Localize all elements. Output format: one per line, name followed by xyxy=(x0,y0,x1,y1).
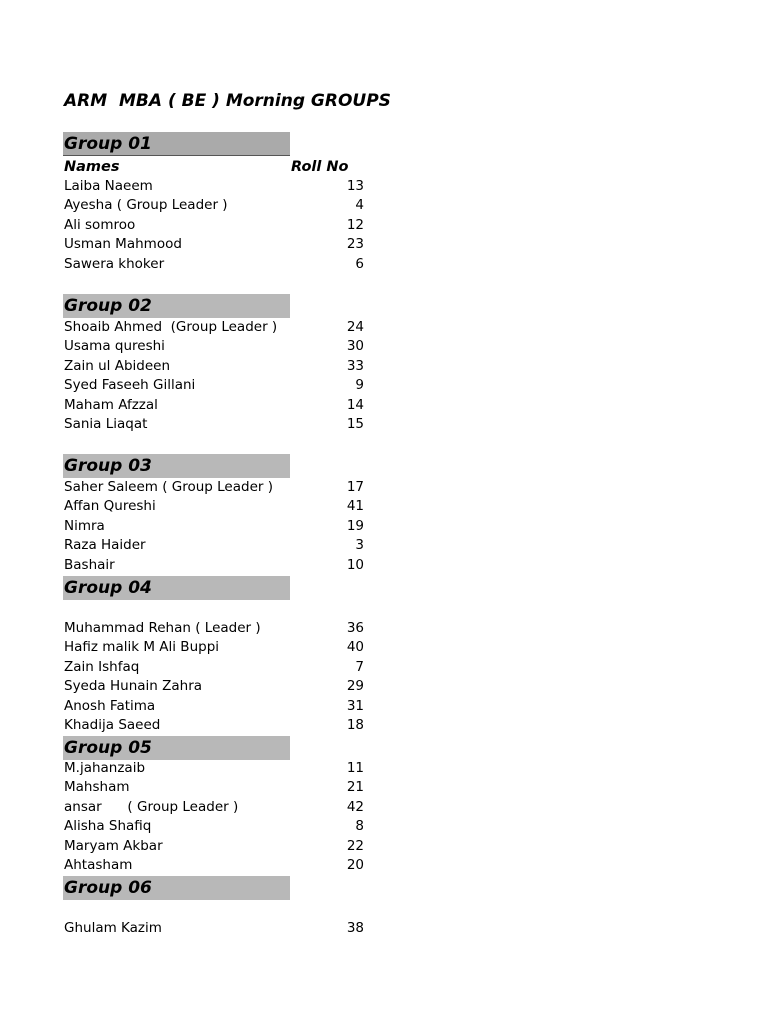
member-name: Affan Qureshi xyxy=(64,498,156,515)
member-name: Raza Haider xyxy=(64,537,146,554)
group-label: Group 03 xyxy=(64,456,152,476)
member-roll-no: 15 xyxy=(346,416,364,432)
member-name: Shoaib Ahmed (Group Leader ) xyxy=(64,319,278,335)
member-roll-no: 24 xyxy=(346,319,364,335)
member-name: Zain ul Abideen xyxy=(64,357,171,374)
member-row xyxy=(64,415,364,434)
column-header-names: Names xyxy=(64,159,120,175)
group-label: Group 05 xyxy=(64,738,152,758)
member-row xyxy=(64,255,364,274)
member-roll-no: 19 xyxy=(346,517,364,534)
member-roll-no: 9 xyxy=(355,377,364,394)
member-row xyxy=(64,716,364,735)
member-roll-no: 41 xyxy=(346,498,364,515)
member-roll-no: 33 xyxy=(346,357,364,374)
member-row xyxy=(64,235,364,254)
member-row xyxy=(64,196,364,215)
member-row xyxy=(64,638,364,657)
member-name: Nimra xyxy=(64,517,105,534)
member-roll-no: 3 xyxy=(355,537,364,554)
member-roll-no: 8 xyxy=(355,818,364,835)
member-name: Maham Afzzal xyxy=(64,396,158,413)
member-roll-no: 4 xyxy=(355,197,364,214)
member-name: Maryam Akbar xyxy=(64,837,163,854)
member-roll-no: 6 xyxy=(355,255,364,272)
member-roll-no: 13 xyxy=(346,178,364,194)
member-roll-no: 23 xyxy=(346,236,364,253)
member-row xyxy=(64,556,364,575)
member-name: Laiba Naeem xyxy=(64,178,153,194)
member-row xyxy=(64,919,364,938)
member-row xyxy=(64,536,364,555)
group-header xyxy=(63,132,290,156)
member-roll-no: 29 xyxy=(346,678,364,695)
member-row xyxy=(64,497,364,516)
member-roll-no: 40 xyxy=(346,639,364,656)
member-name: Khadija Saeed xyxy=(64,717,161,733)
member-roll-no: 10 xyxy=(346,556,364,573)
member-name: Zain Ishfaq xyxy=(64,658,140,675)
member-row xyxy=(64,658,364,677)
member-roll-no: 20 xyxy=(346,857,364,873)
member-row xyxy=(64,619,364,638)
member-roll-no: 30 xyxy=(346,338,364,355)
member-row xyxy=(64,337,364,356)
member-roll-no: 7 xyxy=(355,658,364,675)
member-row xyxy=(64,677,364,696)
member-name: Ayesha ( Group Leader ) xyxy=(64,197,228,214)
member-row xyxy=(64,177,364,196)
member-row xyxy=(64,759,364,778)
member-roll-no: 31 xyxy=(346,697,364,714)
member-name: Sania Liaqat xyxy=(64,416,148,432)
member-roll-no: 21 xyxy=(346,779,364,796)
member-roll-no: 17 xyxy=(346,479,364,495)
member-roll-no: 12 xyxy=(346,216,364,233)
member-name: ansar ( Group Leader ) xyxy=(64,798,239,815)
member-name: Sawera khoker xyxy=(64,255,165,272)
member-name: Mahsham xyxy=(64,779,130,796)
page-title: ARM MBA ( BE ) Morning GROUPS xyxy=(64,91,391,111)
member-row xyxy=(64,856,364,875)
group-label: Group 02 xyxy=(64,296,152,316)
member-name: Alisha Shafiq xyxy=(64,818,152,835)
member-name: Saher Saleem ( Group Leader ) xyxy=(64,479,273,495)
member-name: Ali somroo xyxy=(64,216,136,233)
group-header xyxy=(63,576,290,600)
member-row xyxy=(64,478,364,497)
member-name: Syeda Hunain Zahra xyxy=(64,678,203,695)
member-roll-no: 42 xyxy=(346,798,364,815)
member-row xyxy=(64,817,364,836)
column-header-roll-no: Roll No xyxy=(291,159,349,175)
member-roll-no: 11 xyxy=(346,760,364,776)
member-row xyxy=(64,396,364,415)
member-name: Ahtasham xyxy=(64,857,133,873)
group-header xyxy=(63,294,290,318)
member-row xyxy=(64,517,364,536)
member-name: Usman Mahmood xyxy=(64,236,182,253)
member-name: Muhammad Rehan ( Leader ) xyxy=(64,620,261,636)
group-header xyxy=(63,876,290,900)
member-row xyxy=(64,778,364,797)
group-header xyxy=(63,736,290,760)
member-name: Syed Faseeh Gillani xyxy=(64,377,196,394)
member-row xyxy=(64,318,364,337)
group-label: Group 04 xyxy=(64,578,152,598)
member-name: Usama qureshi xyxy=(64,338,165,355)
member-row xyxy=(64,216,364,235)
member-row xyxy=(64,798,364,817)
member-name: Hafiz malik M Ali Buppi xyxy=(64,639,220,656)
member-name: Bashair xyxy=(64,556,115,573)
member-row xyxy=(64,357,364,376)
member-roll-no: 36 xyxy=(346,620,364,636)
member-row xyxy=(64,697,364,716)
member-roll-no: 18 xyxy=(346,717,364,733)
member-name: M.jahanzaib xyxy=(64,760,146,776)
member-name: Anosh Fatima xyxy=(64,697,156,714)
member-row xyxy=(64,376,364,395)
group-label: Group 01 xyxy=(64,134,152,154)
member-roll-no: 22 xyxy=(346,837,364,854)
member-roll-no: 14 xyxy=(346,396,364,413)
group-header xyxy=(63,454,290,478)
member-name: Ghulam Kazim xyxy=(64,920,162,936)
member-row xyxy=(64,837,364,856)
group-label: Group 06 xyxy=(64,878,152,898)
member-roll-no: 38 xyxy=(346,920,364,936)
